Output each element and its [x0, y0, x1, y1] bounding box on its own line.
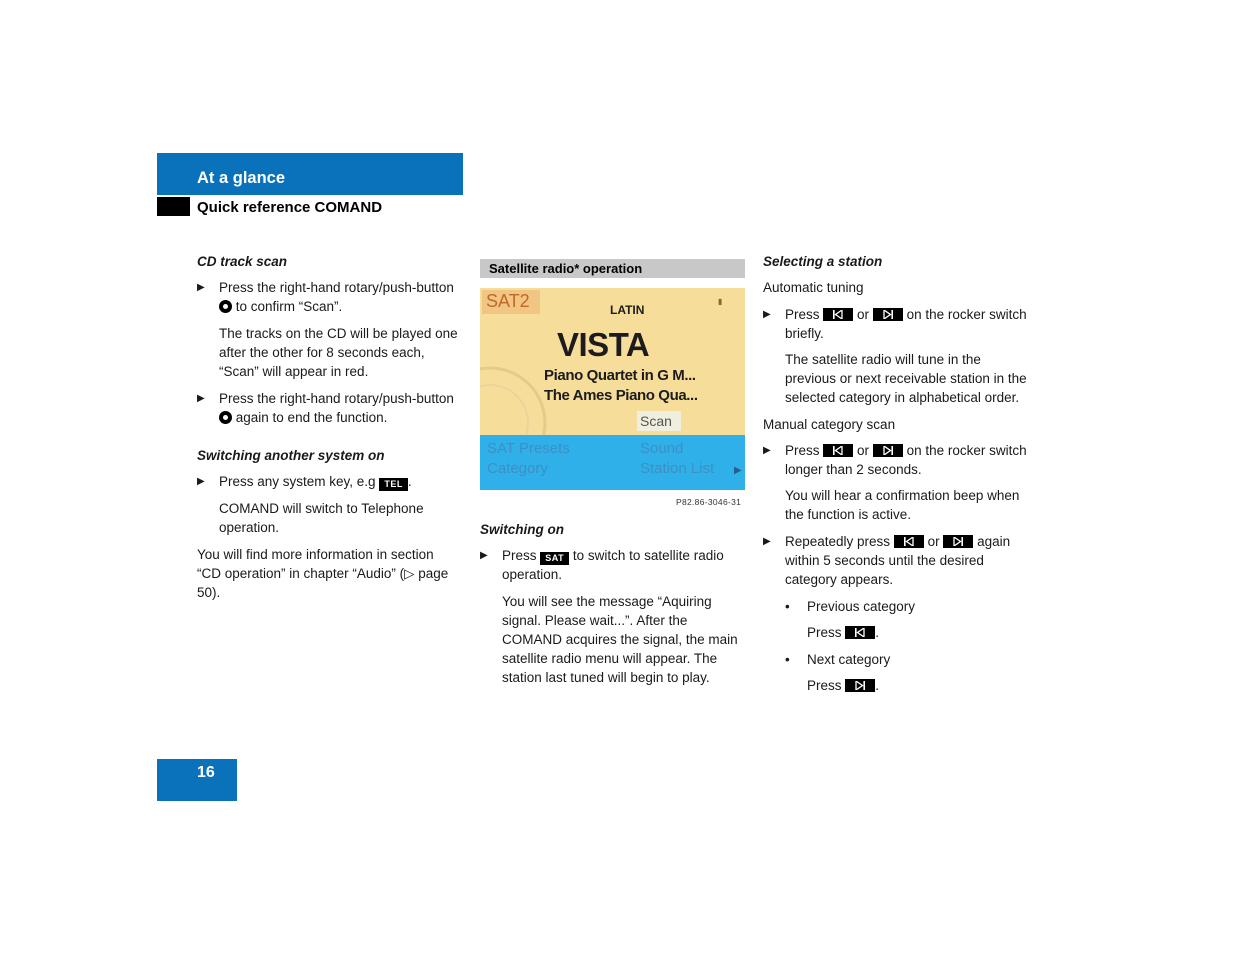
- skip-forward-icon: [873, 444, 903, 457]
- skip-forward-icon: [845, 679, 875, 692]
- switching-system-heading: Switching another system on: [197, 448, 385, 463]
- selecting-station-heading: Selecting a station: [763, 254, 883, 269]
- bullet-triangle-icon: ▶: [763, 309, 771, 320]
- column-switching-on: [480, 520, 750, 687]
- auto-tune-note: The satellite radio will tune in the previous or next receivable station in the selected category in alphabetical order.: [785, 352, 1027, 405]
- step-text: or: [857, 443, 870, 458]
- step-text: Press: [807, 625, 842, 640]
- manual-scan-label: Manual category scan: [763, 417, 896, 432]
- rotary-knob-icon: [219, 300, 232, 313]
- bullet-dot-icon: •: [785, 599, 790, 614]
- step-text: Press the right-hand rotary/push-button: [219, 391, 454, 406]
- list-item-text: Previous category: [807, 599, 916, 614]
- step-text: to switch to satellite radio operation.: [502, 548, 724, 582]
- page-number: 16: [197, 764, 215, 781]
- step-text: .: [407, 474, 412, 489]
- menu-sound[interactable]: Sound: [640, 440, 684, 457]
- automatic-tuning-label: Automatic tuning: [763, 280, 864, 295]
- track-line-2: The Ames Piano Qua...: [544, 387, 698, 404]
- bullet-triangle-icon: ▶: [197, 393, 205, 404]
- bullet-triangle-icon: ▶: [763, 536, 771, 547]
- column-selecting-station: [763, 252, 1033, 695]
- figure-reference: P82.86-3046-31: [676, 497, 742, 507]
- step-text: on the rocker switch briefly.: [785, 307, 1027, 341]
- cd-track-scan-heading: CD track scan: [197, 254, 288, 269]
- bullet-triangle-icon: ▶: [763, 445, 771, 456]
- step-text: Press: [502, 548, 537, 563]
- step-text: on the rocker switch longer than 2 seconds.: [785, 443, 1027, 477]
- menu-category[interactable]: Category: [487, 460, 548, 477]
- previous-category-item: [763, 597, 1033, 616]
- band-label: SAT2: [486, 291, 530, 311]
- step-text: .: [875, 678, 880, 693]
- step-manual-scan: [763, 441, 1033, 479]
- satellite-radio-screen: [480, 288, 745, 490]
- section-title: At a glance: [197, 169, 286, 187]
- menu-station-list[interactable]: Station List: [640, 460, 715, 477]
- step-text: again within 5 seconds until the desired category appears.: [785, 534, 1011, 587]
- next-category-item: [763, 650, 1033, 669]
- skip-back-icon: [823, 308, 853, 321]
- subsection-title: Quick reference COMAND: [197, 199, 383, 216]
- step-text: again to end the function.: [235, 410, 388, 425]
- skip-forward-icon: [873, 308, 903, 321]
- step-text: Press any system key, e.g: [219, 474, 376, 489]
- scan-label: Scan: [640, 413, 672, 429]
- skip-back-icon: [894, 535, 924, 548]
- step-text: .: [875, 625, 880, 640]
- menu-sat-presets[interactable]: SAT Presets: [487, 440, 570, 457]
- manual-scan-note: You will hear a confirmation beep when the function is active.: [785, 488, 1020, 522]
- arrow-right-icon: ▶: [734, 465, 742, 476]
- category-label: LATIN: [610, 303, 645, 317]
- step-text: Press: [785, 307, 820, 322]
- next-category-press: [763, 676, 1033, 695]
- bullet-triangle-icon: ▶: [197, 282, 205, 293]
- step-confirm-scan: [197, 278, 467, 316]
- step-text: to confirm “Scan”.: [235, 299, 343, 314]
- signal-icon: ▮: [718, 297, 723, 306]
- list-item-text: Next category: [807, 652, 891, 667]
- switching-on-heading: Switching on: [480, 522, 564, 537]
- previous-category-press: [763, 623, 1033, 642]
- track-line-1: Piano Quartet in G M...: [544, 367, 696, 384]
- more-info-text: You will find more information in section “CD operation” in chapter “Audio” (▷ page 50).: [197, 547, 449, 600]
- step-press-sat: [480, 546, 750, 584]
- sat-key-icon: SAT: [540, 552, 569, 565]
- step-system-key: [197, 472, 467, 491]
- bullet-triangle-icon: ▶: [480, 550, 488, 561]
- station-name: VISTA: [557, 326, 650, 363]
- step-text: Repeatedly press: [785, 534, 891, 549]
- skip-forward-icon: [943, 535, 973, 548]
- bullet-triangle-icon: ▶: [197, 476, 205, 487]
- step-text: Press: [807, 678, 842, 693]
- step-text: or: [927, 534, 940, 549]
- step-text: Press the right-hand rotary/push-button: [219, 280, 454, 295]
- rotary-knob-icon: [219, 411, 232, 424]
- subsection-marker: [157, 197, 190, 216]
- step-repeat-press: [763, 532, 1033, 589]
- skip-back-icon: [845, 626, 875, 639]
- scan-note: The tracks on the CD will be played one after the other for 8 seconds each, “Scan” will appear in red.: [219, 326, 458, 379]
- step-auto-tune: [763, 305, 1033, 343]
- satellite-section-title: Satellite radio* operation: [489, 261, 643, 276]
- step-end-scan: [197, 389, 467, 427]
- step-text: Press: [785, 443, 820, 458]
- tel-key-icon: TEL: [379, 478, 408, 491]
- column-cd-scan: [197, 252, 467, 602]
- step-text: or: [857, 307, 870, 322]
- sat-note: You will see the message “Aquiring signal. Please wait...”. After the COMAND acquires the signal, the main satellite radio menu will appear. The station last tuned will begin to play.: [502, 594, 738, 685]
- telephone-note: COMAND will switch to Telephone operation.: [219, 501, 424, 535]
- skip-back-icon: [823, 444, 853, 457]
- bullet-dot-icon: •: [785, 652, 790, 667]
